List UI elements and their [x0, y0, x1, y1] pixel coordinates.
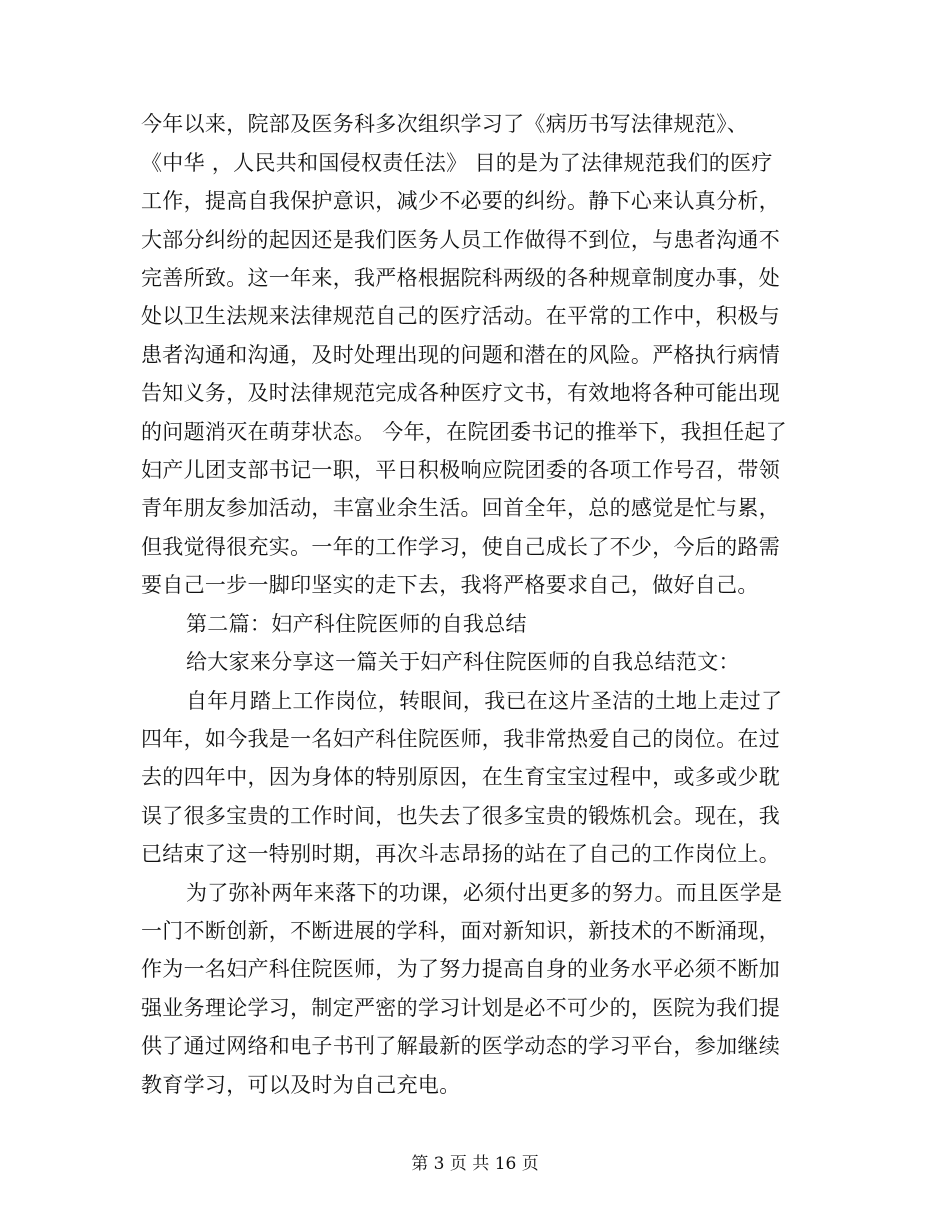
- text-line-23: 作为一名妇产科住院医师，为了努力提高自身的业务水平必须不断加: [141, 957, 780, 981]
- text-line-22: 一门不断创新，不断进展的学科，面对新知识，新技术的不断涌现，: [141, 919, 780, 943]
- text-line-4: 大部分纠纷的起因还是我们医务人员工作做得不到位，与患者沟通不: [141, 228, 780, 252]
- text-line-5: 完善所致。这一年来，我严格根据院科两级的各种规章制度办事，处: [141, 266, 780, 290]
- text-line-7: 患者沟通和沟通，及时处理出现的问题和潜在的风险。严格执行病情: [141, 343, 780, 367]
- text-line-20: 已结束了这一特别时期，再次斗志昂扬的站在了自己的工作岗位上。: [141, 842, 780, 866]
- text-line-25: 供了通过网络和电子书刊了解最新的医学动态的学习平台，参加继续: [141, 1034, 780, 1058]
- text-line-16: 自年月踏上工作岗位，转眼间，我已在这片圣洁的土地上走过了: [186, 689, 783, 713]
- text-line-1: 今年以来，院部及医务科多次组织学习了《病历书写法律规范》、: [141, 112, 749, 136]
- text-line-24: 强业务理论学习，制定严密的学习计划是必不可少的，医院为我们提: [141, 996, 780, 1020]
- text-line-26: 教育学习，可以及时为自己充电。: [141, 1073, 461, 1097]
- text-line-6: 处以卫生法规来法律规范自己的医疗活动。在平常的工作中，积极与: [141, 304, 780, 328]
- text-line-12: 但我觉得很充实。一年的工作学习，使自己成长了不少，今后的路需: [141, 535, 780, 559]
- text-line-9: 的问题消灭在萌芽状态。 今年，在院团委书记的推举下，我担任起了: [141, 420, 787, 444]
- text-line-17: 四年，如今我是一名妇产科住院医师，我非常热爱自己的岗位。在过: [141, 727, 780, 751]
- page-number-footer: 第 3 页 共 16 页: [411, 1154, 539, 1174]
- text-line-2: 《中华 ，人民共和国侵权责任法》 目的是为了法律规范我们的医疗: [141, 151, 773, 175]
- text-line-19: 误了很多宝贵的工作时间，也失去了很多宝贵的锻炼机会。现在，我: [141, 804, 780, 828]
- text-line-11: 青年朋友参加活动，丰富业余生活。回首全年，总的感觉是忙与累，: [141, 496, 780, 520]
- section-heading: 第二篇：妇产科住院医师的自我总结: [186, 612, 527, 636]
- text-line-3: 工作，提高自我保护意识，减少不必要的纠纷。静下心来认真分析，: [141, 189, 780, 213]
- text-line-10: 妇产儿团支部书记一职，平日积极响应院团委的各项工作号召，带领: [141, 458, 780, 482]
- text-line-18: 去的四年中，因为身体的特别原因，在生育宝宝过程中，或多或少耽: [141, 765, 780, 789]
- text-line-13: 要自己一步一脚印坚实的走下去，我将严格要求自己，做好自己。: [141, 573, 759, 597]
- text-line-8: 告知义务，及时法律规范完成各种医疗文书，有效地将各种可能出现: [141, 381, 780, 405]
- text-line-21: 为了弥补两年来落下的功课，必须付出更多的努力。而且医学是: [186, 881, 783, 905]
- text-line-15: 给大家来分享这一篇关于妇产科住院医师的自我总结范文：: [186, 650, 740, 674]
